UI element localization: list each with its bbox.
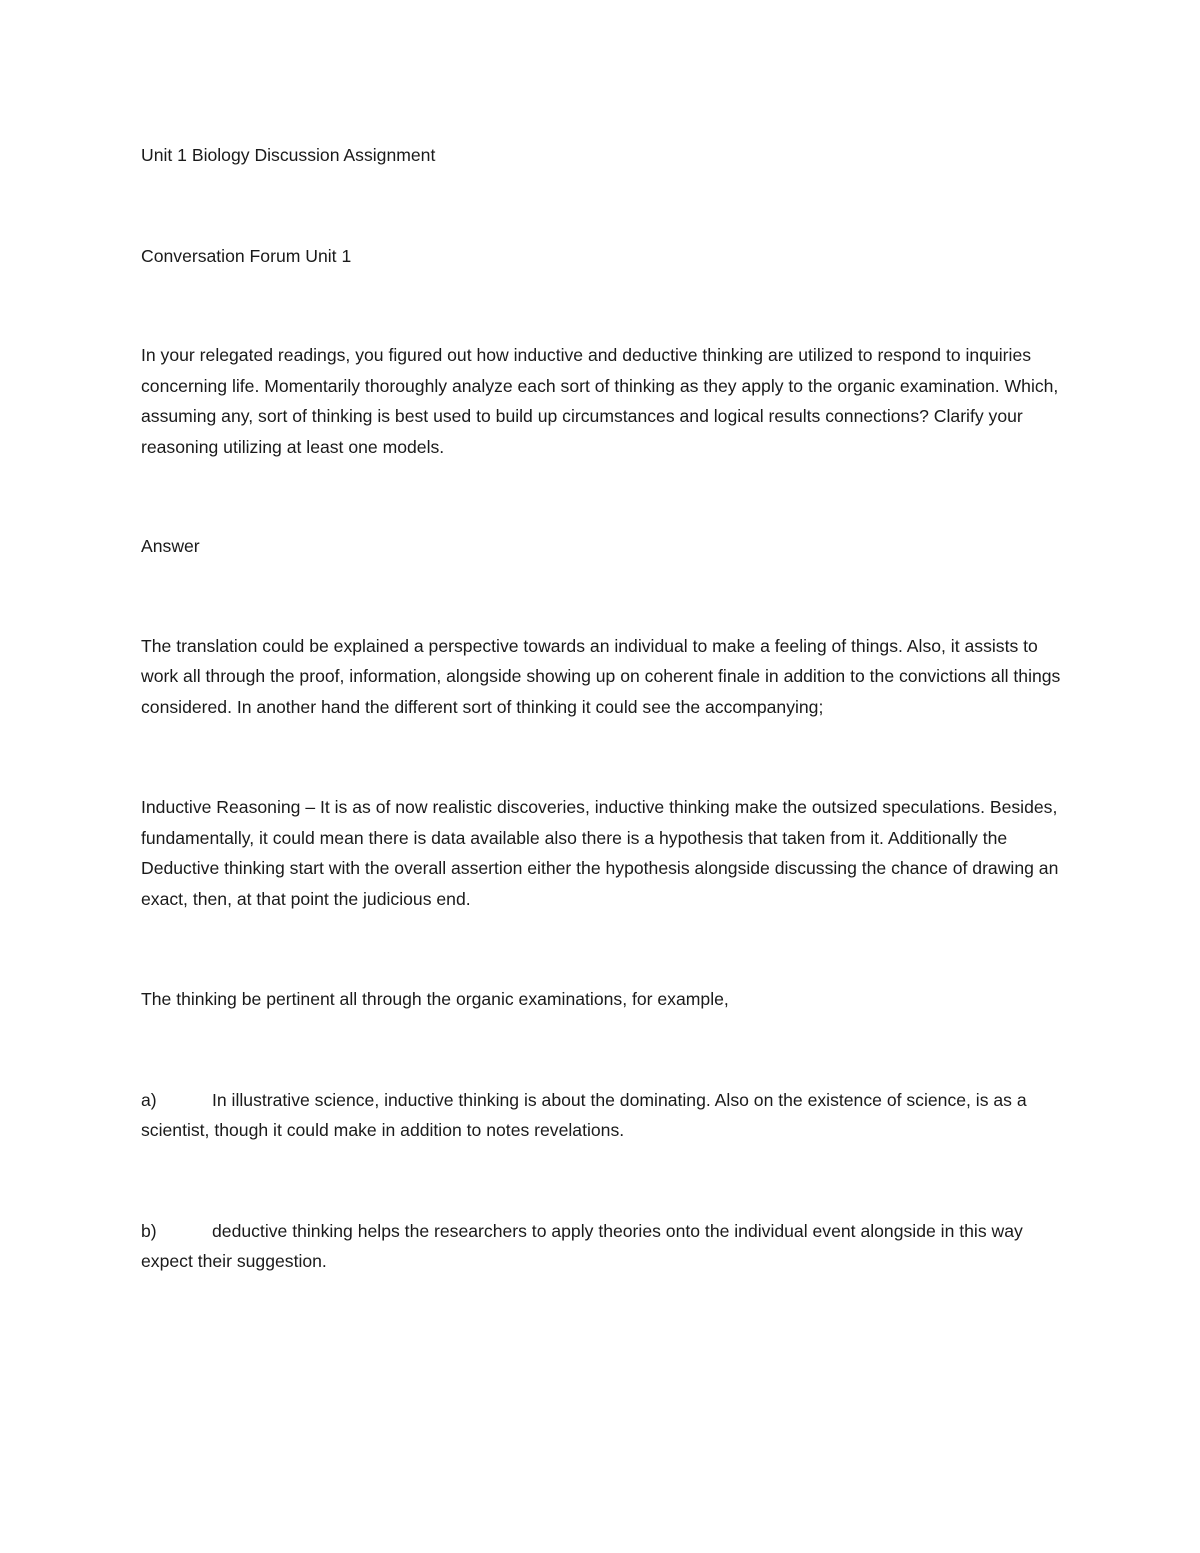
answer-paragraph-2: Inductive Reasoning – It is as of now realistic discoveries, inductive thinking make the outsized speculations. Besides, fundamentally, it could mean there is data available also there is a hypothesis that taken from it. Additionally the Deductive thinking start with the overall assertion either the hypothesis alongside discussing the chance of drawing an exact, then, at that point the judicious end. bbox=[141, 797, 1059, 909]
assignment-question: In your relegated readings, you figured out how inductive and deductive thinking are utilized to respond to inquiries concerning life. Momentarily thoroughly analyze each sort of thinking as they apply to the organic examination. Which, assuming any, sort of thinking is best used to build up circumstances and logical results connections? Clarify your reasoning utilizing at least one models. bbox=[141, 345, 1059, 457]
document-body bbox=[141, 140, 1061, 1277]
list-item bbox=[141, 1085, 1061, 1146]
list-item-text: In illustrative science, inductive thinking is about the dominating. Also on the existence of science, is as a scientist, though it could make in addition to notes revelations. bbox=[141, 1089, 1027, 1140]
list-marker: a) bbox=[141, 1089, 157, 1110]
list-item-text: deductive thinking helps the researchers to apply theories onto the individual event alongside in this way expect their suggestion. bbox=[141, 1220, 1023, 1271]
answer-paragraph-3: The thinking be pertinent all through the organic examinations, for example, bbox=[141, 989, 729, 1009]
list-marker: b) bbox=[141, 1220, 157, 1241]
document-title: Unit 1 Biology Discussion Assignment bbox=[141, 145, 436, 165]
answer-paragraph-1: The translation could be explained a perspective towards an individual to make a feeling of things. Also, it assists to work all through the proof, information, alongside showing up on coherent finale in addition to the convictions all things considered. In another hand the different sort of thinking it could see the accompanying; bbox=[141, 635, 1061, 717]
document-subtitle: Conversation Forum Unit 1 bbox=[141, 245, 352, 266]
list-item bbox=[141, 1216, 1061, 1277]
answer-heading: Answer bbox=[141, 536, 200, 556]
